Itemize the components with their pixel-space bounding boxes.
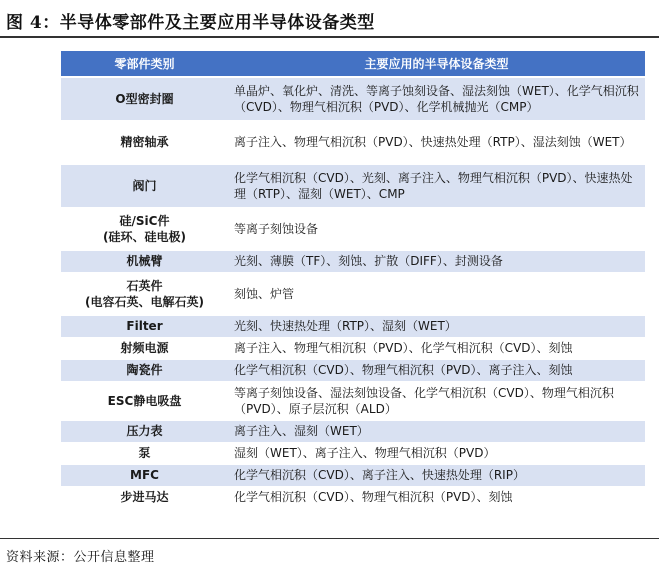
table-row	[61, 420, 645, 442]
table-row	[61, 442, 645, 464]
row-category: 硅/SiC件 (硅环、硅电极)	[61, 207, 228, 250]
header-category: 零部件类别	[61, 51, 228, 77]
row-category: 步进马达	[61, 486, 228, 508]
row-applications: 湿刻（WET）、离子注入、物理气相沉积（PVD）	[228, 442, 645, 464]
row-category: O型密封圈	[61, 77, 228, 120]
table-row	[61, 77, 645, 120]
row-category: 陶瓷件	[61, 359, 228, 381]
bottom-rule	[0, 538, 659, 539]
row-category: 机械臂	[61, 250, 228, 272]
components-table	[61, 51, 645, 509]
row-category: 精密轴承	[61, 120, 228, 164]
row-category: 泵	[61, 442, 228, 464]
row-applications: 光刻、薄膜（TF）、刻蚀、扩散（DIFF）、封测设备	[228, 250, 645, 272]
row-applications: 离子注入、湿刻（WET）	[228, 420, 645, 442]
table-row	[61, 381, 645, 420]
table-row	[61, 486, 645, 508]
row-applications: 离子注入、物理气相沉积（PVD）、化学气相沉积（CVD）、刻蚀	[228, 337, 645, 359]
table-row	[61, 359, 645, 381]
table-row	[61, 120, 645, 164]
row-applications: 化学气相沉积（CVD）、物理气相沉积（PVD）、离子注入、刻蚀	[228, 359, 645, 381]
row-category: 阀门	[61, 164, 228, 207]
table-row	[61, 272, 645, 315]
row-applications: 单晶炉、氧化炉、清洗、等离子蚀刻设备、湿法刻蚀（WET）、化学气相沉积（CVD）、物理气相沉积（PVD）、化学机械抛光（CMP）	[228, 77, 645, 120]
row-category: 石英件 (电容石英、电解石英)	[61, 272, 228, 315]
figure-title: 图 4：半导体零部件及主要应用半导体设备类型	[6, 13, 375, 33]
table-header-row	[61, 51, 645, 77]
table-row	[61, 315, 645, 337]
table-row	[61, 337, 645, 359]
row-applications: 离子注入、物理气相沉积（PVD）、快速热处理（RTP）、湿法刻蚀（WET）	[228, 120, 645, 164]
top-rule	[0, 36, 659, 38]
row-category: Filter	[61, 315, 228, 337]
row-applications: 光刻、快速热处理（RTP）、湿刻（WET）	[228, 315, 645, 337]
row-applications: 化学气相沉积（CVD）、光刻、离子注入、物理气相沉积（PVD）、快速热处理（RTP）、湿刻（WET）、CMP	[228, 164, 645, 207]
row-applications: 等离子刻蚀设备、湿法刻蚀设备、化学气相沉积（CVD）、物理气相沉积（PVD）、原子层沉积（ALD）	[228, 381, 645, 420]
row-category: MFC	[61, 464, 228, 486]
row-applications: 化学气相沉积（CVD）、离子注入、快速热处理（RIP）	[228, 464, 645, 486]
table-row	[61, 207, 645, 250]
table-row	[61, 464, 645, 486]
source-note: 资料来源：公开信息整理	[6, 550, 155, 565]
row-applications: 等离子刻蚀设备	[228, 207, 645, 250]
row-category: 射频电源	[61, 337, 228, 359]
table-row	[61, 164, 645, 207]
header-applications: 主要应用的半导体设备类型	[228, 51, 645, 77]
row-applications: 刻蚀、炉管	[228, 272, 645, 315]
table-row	[61, 250, 645, 272]
row-applications: 化学气相沉积（CVD）、物理气相沉积（PVD）、刻蚀	[228, 486, 645, 508]
row-category: ESC静电吸盘	[61, 381, 228, 420]
row-category: 压力表	[61, 420, 228, 442]
